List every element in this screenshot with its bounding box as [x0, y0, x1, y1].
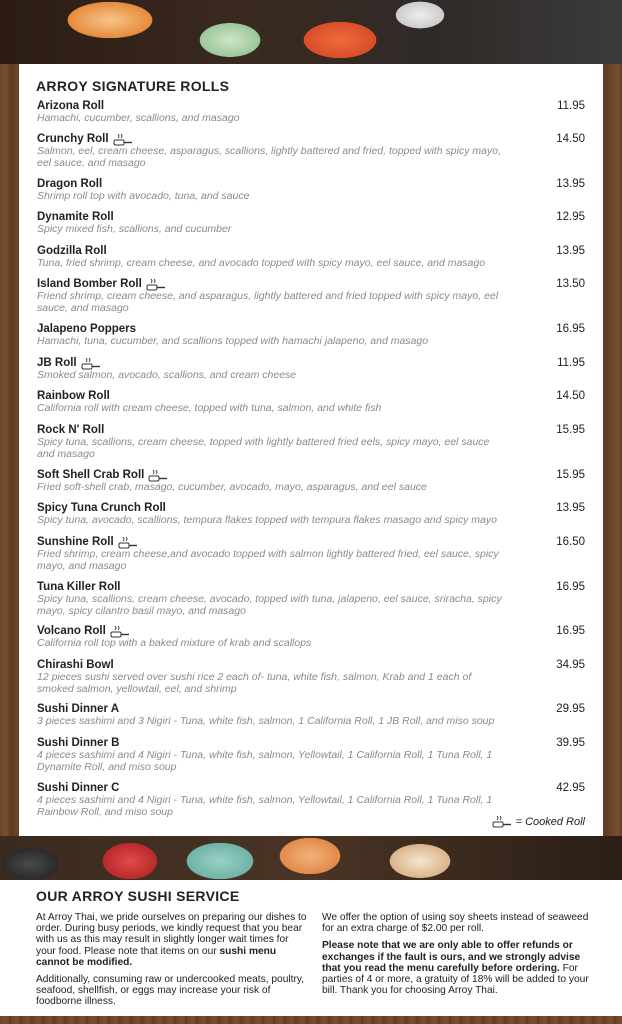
- sushi-photo-header: [0, 0, 622, 64]
- sushi-photo-footer: [0, 836, 622, 880]
- menu-item: [37, 536, 585, 572]
- item-name-text: Godzilla Roll: [37, 245, 107, 257]
- cooked-roll-legend: [492, 816, 585, 828]
- service-paragraph-1: At Arroy Thai, we pride ourselves on preparing our dishes to order. During busy periods, we kindly request that you bear with us as this may result in slightly longer wait times for your food. Please note that items on our sushi menu cannot be modified.: [36, 912, 307, 968]
- item-name-text: Island Bomber Roll: [37, 278, 142, 290]
- wood-footer: [0, 1016, 622, 1024]
- item-price: 12.95: [556, 211, 585, 223]
- cooked-roll-icon: [113, 134, 133, 146]
- item-price: 13.95: [556, 178, 585, 190]
- item-name-text: Arizona Roll: [37, 100, 105, 112]
- section-title: ARROY SIGNATURE ROLLS: [36, 78, 230, 94]
- service-paragraph-3: We offer the option of using soy sheets instead of seaweed for an extra charge of $2.00 per roll.: [322, 912, 589, 935]
- service-paragraph-2: Additionally, consuming raw or undercooked meats, poultry, seafood, shellfish, or eggs may increase your risk of foodborne illness.: [36, 974, 305, 1008]
- item-description: Smoked salmon, avocado, scallions, and cream cheese: [37, 369, 297, 381]
- item-price: 16.50: [556, 536, 585, 548]
- item-description: Shrimp roll top with avocado, tuna, and sauce: [37, 190, 250, 202]
- menu-item: [37, 390, 585, 415]
- item-name-text: Sushi Dinner A: [37, 703, 119, 715]
- item-price: 14.50: [556, 133, 585, 145]
- item-price: 29.95: [556, 703, 585, 715]
- menu-item: [37, 245, 585, 270]
- item-price: 42.95: [556, 782, 585, 794]
- menu-item: [37, 469, 585, 494]
- cooked-roll-icon: [110, 626, 130, 638]
- menu-item: [37, 581, 585, 617]
- item-price: 13.50: [556, 278, 585, 290]
- menu-item: [37, 357, 585, 382]
- item-name-text: Jalapeno Poppers: [37, 323, 137, 335]
- item-description: Tuna, fried shrimp, cream cheese, and avocado topped with spicy mayo, eel sauce, and masago: [37, 257, 486, 269]
- item-name-text: Sushi Dinner B: [37, 737, 120, 749]
- item-description: Hamachi, cucumber, scallions, and masago: [37, 112, 240, 124]
- item-price: 11.95: [557, 357, 585, 369]
- item-description: Salmon, eel, cream cheese, asparagus, scallions, lightly battered and fried, topped with spicy mayo, eel sauce, and masago: [37, 145, 501, 169]
- item-price: 34.95: [556, 659, 585, 671]
- service-title: OUR ARROY SUSHI SERVICE: [36, 888, 240, 904]
- menu-item: [37, 178, 585, 203]
- item-price: 16.95: [556, 581, 585, 593]
- menu-item: [37, 737, 585, 773]
- item-price: 15.95: [556, 424, 585, 436]
- service-left-column: [36, 912, 308, 1014]
- item-name-text: Volcano Roll: [37, 625, 106, 637]
- item-description: 4 pieces sashimi and 4 Nigiri - Tuna, white fish, salmon, Yellowtail, 1 California Roll, 1 Tuna Roll, 1 Dynamite Roll, and miso soup: [37, 749, 493, 773]
- item-name-text: Dynamite Roll: [37, 211, 114, 223]
- item-description: Fried shrimp, cream cheese,and avocado topped with salmon lightly battered fried, eel sauce, spicy mayo, and masago: [37, 548, 499, 572]
- item-description: California roll top with a baked mixture of krab and scallops: [37, 637, 312, 649]
- item-description: Spicy tuna, avocado, scallions, tempura flakes topped with tempura flakes masago and spicy mayo: [37, 514, 497, 526]
- item-description: Spicy tuna, scallions, cream cheese, avocado, topped with tuna, jalapeno, eel sauce, sriracha, spicy mayo, spicy cilantro basil mayo, and masago: [37, 593, 502, 617]
- menu-item: [37, 211, 585, 236]
- item-name-text: Rock N' Roll: [37, 424, 105, 436]
- item-name-text: Sushi Dinner C: [37, 782, 120, 794]
- item-name-text: Crunchy Roll: [37, 133, 109, 145]
- menu-item: [37, 278, 585, 314]
- cooked-roll-icon: [492, 816, 512, 828]
- item-name-text: Rainbow Roll: [37, 390, 110, 402]
- item-price: 16.95: [556, 625, 585, 637]
- item-name-text: Chirashi Bowl: [37, 659, 114, 671]
- item-price: 15.95: [556, 469, 585, 481]
- item-price: 14.50: [556, 390, 585, 402]
- menu-item: [37, 659, 585, 695]
- service-paragraph-4: Please note that we are only able to offer refunds or exchanges if the fault is ours, and we strongly advise that you read the menu carefully before ordering. For parties of 4 or more, a gratuity of 18% will be added to your bill. Thank you for choosing Arroy Thai.: [322, 940, 589, 997]
- item-description: Spicy mixed fish, scallions, and cucumber: [37, 223, 232, 235]
- item-price: 11.95: [557, 100, 585, 112]
- item-price: 13.95: [556, 502, 585, 514]
- item-description: 3 pieces sashimi and 3 Nigiri - Tuna, white fish, salmon, 1 California Roll, 1 JB Roll, and miso soup: [37, 715, 495, 727]
- menu-item: [37, 782, 585, 818]
- item-description: Friend shrimp, cream cheese, and asparagus, lightly battered and fried topped with spicy mayo, eel sauce, and masago: [37, 290, 499, 314]
- item-description: 4 pieces sashimi and 4 Nigiri - Tuna, white fish, salmon, Yellowtail, 1 California Roll, 1 Tuna Roll, 1 Rainbow Roll, and miso soup: [37, 794, 493, 818]
- cooked-roll-icon: [146, 279, 166, 291]
- item-name-text: Soft Shell Crab Roll: [37, 469, 145, 481]
- cooked-roll-icon: [118, 537, 138, 549]
- menu-item: [37, 502, 585, 527]
- item-description: California roll with cream cheese, topped with tuna, salmon, and white fish: [37, 402, 382, 414]
- menu-item: [37, 323, 585, 348]
- item-price: 39.95: [556, 737, 585, 749]
- item-price: 16.95: [556, 323, 585, 335]
- item-name-text: Tuna Killer Roll: [37, 581, 121, 593]
- item-description: Fried soft-shell crab, masago, cucumber, avocado, mayo, asparagus, and eel sauce: [37, 481, 427, 493]
- menu-item: [37, 100, 585, 125]
- item-price: 13.95: [556, 245, 585, 257]
- legend-label: = Cooked Roll: [515, 816, 585, 828]
- item-name-text: Sunshine Roll: [37, 536, 114, 548]
- cooked-roll-icon: [148, 470, 168, 482]
- menu-item: [37, 625, 585, 650]
- service-right-column: [322, 912, 590, 1002]
- menu-item: [37, 133, 585, 169]
- item-description: Spicy tuna, scallions, cream cheese, topped with lightly battered fried eels, spicy mayo, eel sauce and masago: [37, 436, 490, 460]
- cooked-roll-icon: [81, 358, 101, 370]
- item-description: Hamachi, tuna, cucumber, and scallions topped with hamachi jalapeno, and masago: [37, 335, 429, 347]
- item-name-text: Dragon Roll: [37, 178, 103, 190]
- menu-item: [37, 424, 585, 460]
- menu-item: [37, 703, 585, 728]
- item-name-text: JB Roll: [37, 357, 77, 369]
- item-description: 12 pieces sushi served over sushi rice 2 each of- tuna, white fish, salmon, Krab and 1 each of smoked salmon, yellowtail, eel, and shrimp: [37, 671, 472, 695]
- item-name: [37, 625, 585, 638]
- item-name-text: Spicy Tuna Crunch Roll: [37, 502, 166, 514]
